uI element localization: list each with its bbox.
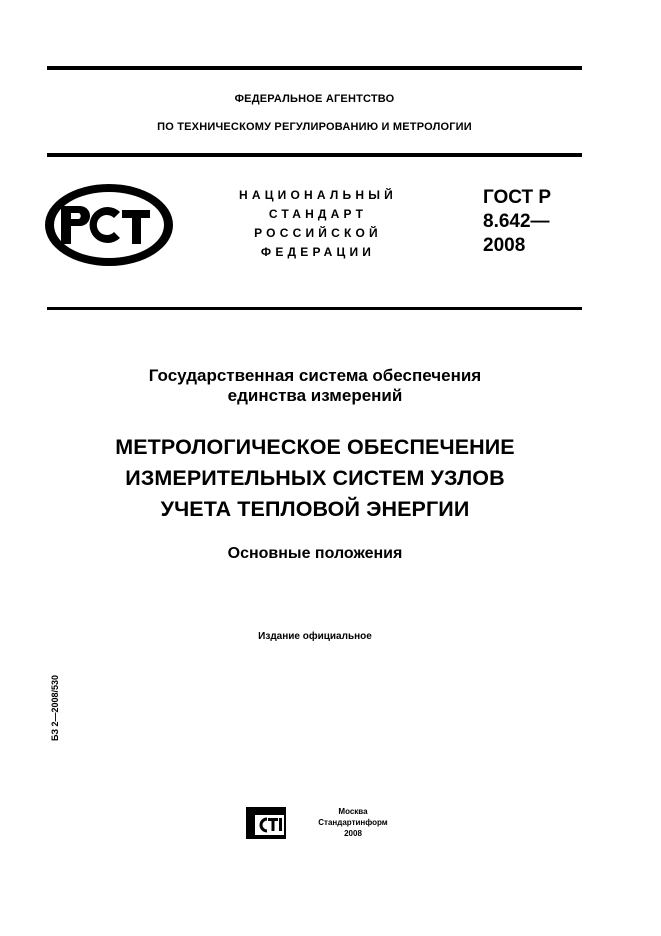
gost-number <box>483 186 583 258</box>
document-title-line-1: МЕТРОЛОГИЧЕСКОЕ ОБЕСПЕЧЕНИЕ <box>115 435 515 459</box>
document-subtitle: Основные положения <box>227 545 403 562</box>
title-rule <box>47 307 582 310</box>
system-title-line-2: единства измерений <box>227 386 403 405</box>
gost-line-3: 2008 <box>483 235 526 256</box>
document-title <box>40 432 590 525</box>
edition-label: Издание официальное <box>258 631 372 642</box>
publisher-block <box>293 806 413 839</box>
side-code: БЗ 2—2008/530 <box>50 674 60 742</box>
publisher-year: 2008 <box>344 829 362 838</box>
publisher-name: Стандартинформ <box>318 818 388 827</box>
agency-name-line2: ПО ТЕХНИЧЕСКОМУ РЕГУЛИРОВАНИЮ И МЕТРОЛОГИИ <box>157 121 472 133</box>
document-title-line-2: ИЗМЕРИТЕЛЬНЫХ СИСТЕМ УЗЛОВ <box>125 466 505 490</box>
system-title-line-1: Государственная система обеспечения <box>148 366 482 385</box>
publisher-city: Москва <box>338 807 368 816</box>
header-rule <box>47 153 582 157</box>
gost-line-1: ГОСТ Р <box>483 187 552 208</box>
national-line-1: НАЦИОНАЛЬНЫЙ <box>238 188 398 202</box>
agency-name-line1: ФЕДЕРАЛЬНОЕ АГЕНТСТВО <box>234 93 395 105</box>
top-rule <box>47 66 582 70</box>
national-line-2: СТАНДАРТ <box>268 207 368 221</box>
gost-line-2: 8.642— <box>483 211 550 232</box>
national-standard-label <box>218 186 418 262</box>
national-line-4: ФЕДЕРАЦИИ <box>260 245 376 259</box>
sti-logo-icon <box>246 807 286 839</box>
national-line-3: РОССИЙСКОЙ <box>254 226 382 240</box>
document-title-line-3: УЧЕТА ТЕПЛОВОЙ ЭНЕРГИИ <box>160 497 470 521</box>
rst-logo-icon <box>42 182 176 268</box>
system-title <box>60 366 570 406</box>
